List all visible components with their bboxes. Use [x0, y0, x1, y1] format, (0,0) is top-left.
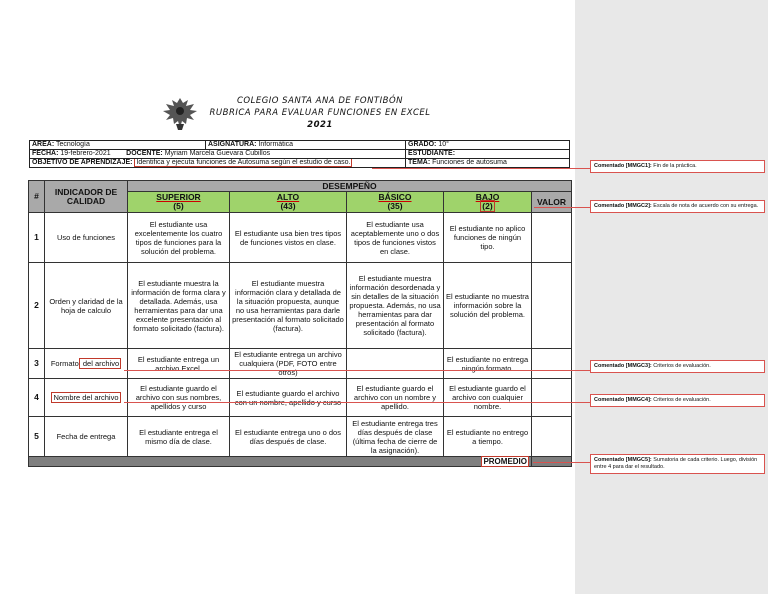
col-desempeno-header: DESEMPEÑO: [128, 181, 572, 192]
info-table: [29, 140, 570, 168]
fecha-docente-cell: FECHA: 19-febrero-2021 DOCENTE: Myriam Marcela Guevara Cubillos: [30, 150, 406, 159]
asignatura-cell: ASIGNATURA: Informática: [206, 141, 406, 150]
valor-cell[interactable]: [532, 263, 572, 349]
area-cell: ÁREA: Tecnología: [30, 141, 206, 150]
level-superior: SUPERIOR (5): [128, 192, 230, 213]
tema-cell: TEMA: Funciones de autosuma: [406, 159, 570, 168]
valor-cell[interactable]: [532, 417, 572, 457]
comments-margin: [575, 0, 768, 594]
valor-cell[interactable]: [532, 349, 572, 379]
table-row: 4 Nombre del archivo El estudiante guardo el archivo con sus nombres, apellidos y curso El estudiante guardo el archivo con un nombre, apellido y curso El estudiante guardo el archivo con un nombre y apellido. El estudiante guardo el archivo con cualquier nombre.: [29, 379, 572, 417]
col-number-header: #: [29, 181, 45, 213]
indicator-cell: Orden y claridad de la hoja de calculo: [45, 263, 128, 349]
estudiante-cell: ESTUDIANTE:: [406, 150, 570, 159]
table-row: 5 Fecha de entrega El estudiante entrega el mismo día de clase. El estudiante entrega uno o dos días después de clase. El estudiante entrega tres días después de clase (última fecha de cierre de la asignación). El estudiante no entrego a tiempo.: [29, 417, 572, 457]
comment-1[interactable]: Comentado [MMGC1]: Fin de la práctica.: [590, 160, 765, 173]
table-row: 2 Orden y claridad de la hoja de calculo El estudiante muestra la información de forma clara y detallada. Además, usa herramientas para dar una excelente presentación al formato solicitado (factura). El estudiante muestra información clara y detallada de la situación propuesta, aunque no usa herramientas para darle presentación al formato solicitado (factura). El estudiante muestra información desordenada y sin detalles de la situación propuesta. Además, no usa herramientas para dar presentación al formato solicitado (factura). El estudiante no muestra información sobre la solución del problema.: [29, 263, 572, 349]
valor-cell[interactable]: [532, 213, 572, 263]
comment-5[interactable]: Comentado [MMGC5]: Sumatoria de cada criterio. Luego, división entre 4 para dar el resultado.: [590, 454, 765, 474]
comment-4[interactable]: Comentado [MMGC4]: Criterios de evaluación.: [590, 394, 765, 407]
valor-cell[interactable]: [532, 379, 572, 417]
indicator-cell: Nombre del archivo: [45, 379, 128, 417]
rubric-title: RUBRICA PARA EVALUAR FUNCIONES EN EXCEL: [209, 108, 431, 118]
level-alto: ALTO (43): [230, 192, 347, 213]
indicator-cell: Fecha de entrega: [45, 417, 128, 457]
table-row: 3 Formato del archivo El estudiante entrega un archivo Excel. El estudiante entrega un archivo cualquiera (PDF, FOTO entre otros) El estudiante no entrega ningún formato.: [29, 349, 572, 379]
col-valor-header: VALOR: [532, 192, 572, 213]
table-row: 1 Uso de funciones El estudiante usa excelentemente los cuatro tipos de funciones para la solución del problema. El estudiante usa bien tres tipos de funciones vistos en clase. El estudiante usa aceptablemente uno o dos tipos de funciones vistos en clase. El estudiante no aplico funciones de ningún tipo.: [29, 213, 572, 263]
indicator-cell: Formato del archivo: [45, 349, 128, 379]
indicator-cell: Uso de funciones: [45, 213, 128, 263]
comment-2[interactable]: Comentado [MMGC2]: Escala de nota de acuerdo con su entrega.: [590, 200, 765, 213]
comment-3[interactable]: Comentado [MMGC3]: Criterios de evaluación.: [590, 360, 765, 373]
level-basico: BÁSICO (35): [347, 192, 444, 213]
level-bajo: BAJO (2): [444, 192, 532, 213]
rubric-table: [28, 180, 572, 467]
promedio-label: PROMEDIO: [29, 457, 532, 467]
rubric-year: 2021: [307, 120, 333, 130]
promedio-row: [29, 457, 572, 467]
grado-cell: GRADO: 10°: [406, 141, 570, 150]
objetivo-cell: OBJETIVO DE APRENDIZAJE: Identifica y ejecuta funciones de Autosuma según el estudio de caso.: [30, 159, 406, 168]
school-crest-icon: [160, 94, 200, 132]
school-name: COLEGIO SANTA ANA DE FONTIBÓN: [236, 96, 404, 106]
col-indicator-header: INDICADOR DE CALIDAD: [45, 181, 128, 213]
